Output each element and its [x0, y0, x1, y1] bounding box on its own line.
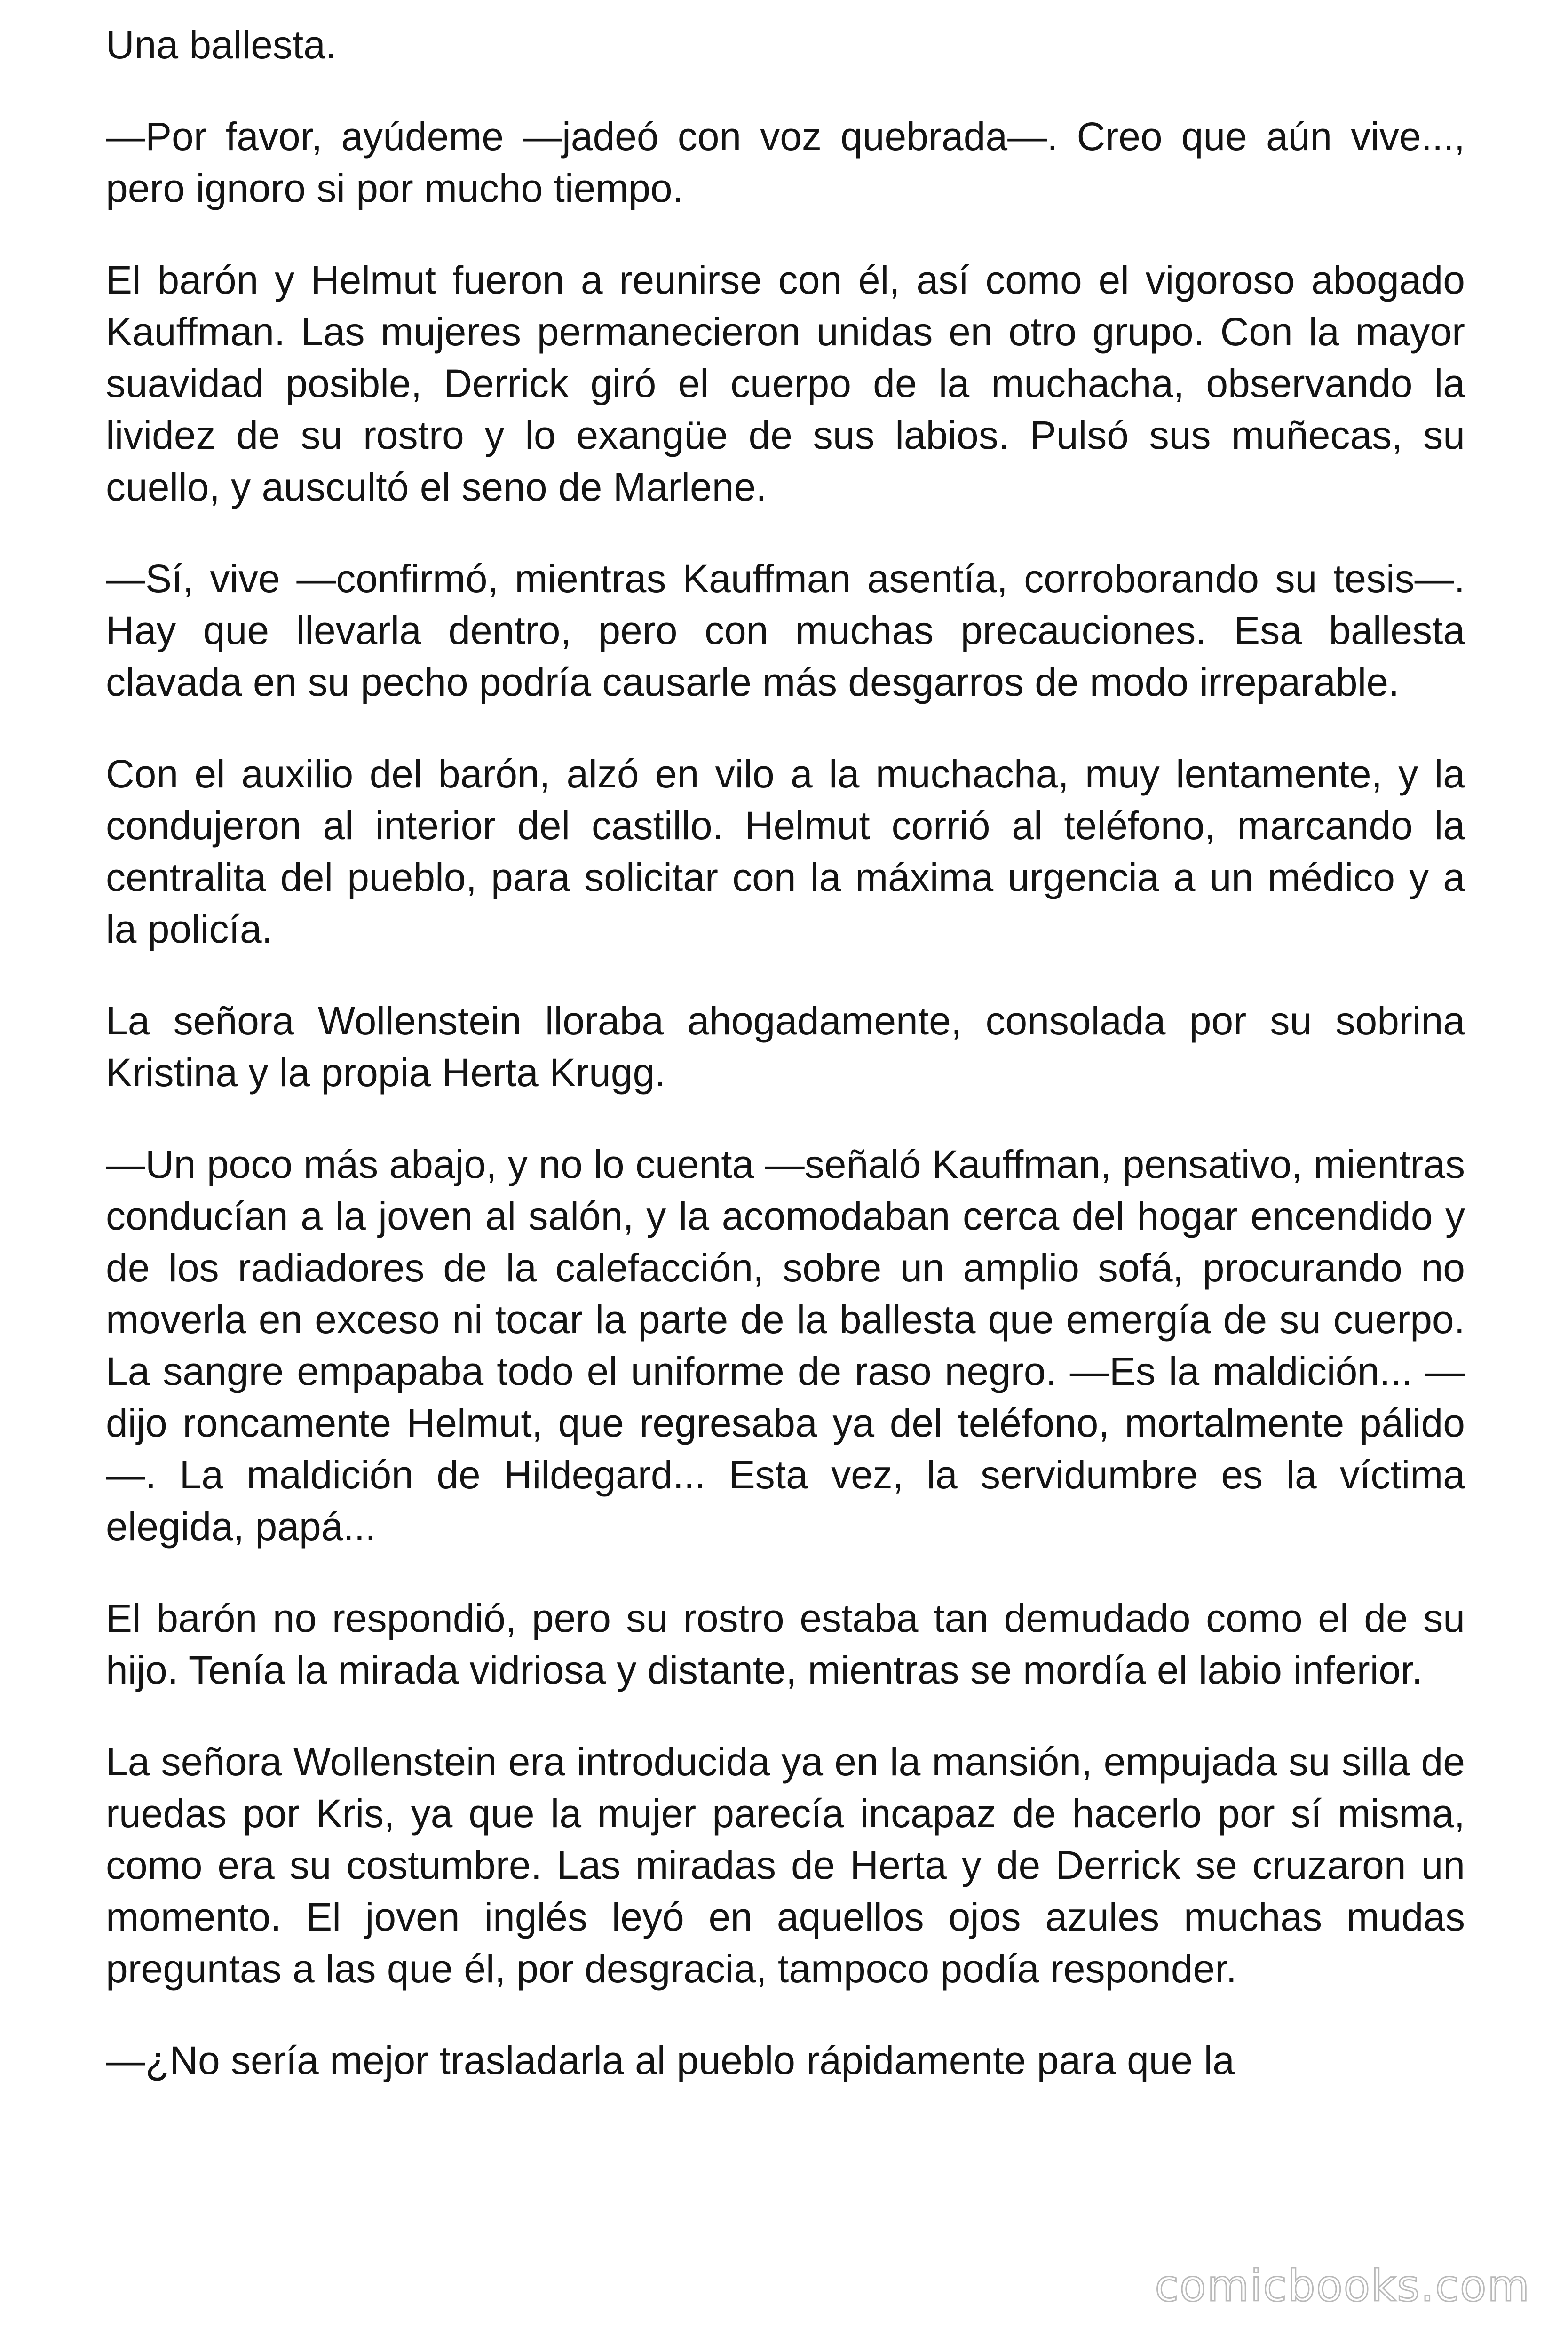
paragraph-4: —Sí, vive —confirmó, mientras Kauffman asentía, corroborando su tesis—. Hay que llevarla dentro, pero con muchas precauciones. Esa ballesta clavada en su pecho podría causarle más desgarros de modo irreparable.: [106, 556, 1465, 704]
paragraph-10: —¿No sería mejor trasladarla al pueblo rápidamente para que la: [106, 2038, 1235, 2082]
paragraph-3: El barón y Helmut fueron a reunirse con él, así como el vigoroso abogado Kauffman. Las mujeres permanecieron unidas en otro grupo. Con la mayor suavidad posible, Derrick giró el cuerpo de la muchacha, observando la lividez de su rostro y lo exangüe de sus labios. Pulsó sus muñecas, su cuello, y auscultó el seno de Marlene.: [106, 258, 1465, 509]
paragraph-9: La señora Wollenstein era introducida ya en la mansión, empujada su silla de ruedas por Kris, ya que la mujer parecía incapaz de hacerlo por sí misma, como era su costumbre. Las miradas de Herta y de Derrick se cruzaron un momento. El joven inglés leyó en aquellos ojos azules muchas mudas preguntas a las que él, por desgracia, tampoco podía responder.: [106, 1740, 1465, 1991]
paragraph-7: —Un poco más abajo, y no lo cuenta —señaló Kauffman, pensativo, mientras conducían a la joven al salón, y la acomodaban cerca del hogar encendido y de los radiadores de la calefacción, sobre un amplio sofá, procurando no moverla en exceso ni tocar la parte de la ballesta que emergía de su cuerpo. La sangre empapaba todo el uniforme de raso negro. —Es la maldición... —dijo roncamente Helmut, que regresaba ya del teléfono, mortalmente pálido—. La maldición de Hildegard... Esta vez, la servidumbre es la víctima elegida, papá...: [106, 1142, 1465, 1549]
paragraph-6: La señora Wollenstein lloraba ahogadamente, consolada por su sobrina Kristina y la propia Herta Krugg.: [106, 999, 1465, 1095]
watermark-logo: comicbooks.com: [1155, 2261, 1530, 2311]
paragraph-1: Una ballesta.: [106, 23, 337, 67]
paragraph-5: Con el auxilio del barón, alzó en vilo a la muchacha, muy lentamente, y la condujeron al interior del castillo. Helmut corrió al teléfono, marcando la centralita del pueblo, para solicitar con la máxima urgencia a un médico y a la policía.: [106, 752, 1465, 951]
paragraph-2: —Por favor, ayúdeme —jadeó con voz quebrada—. Creo que aún vive..., pero ignoro si por mucho tiempo.: [106, 114, 1465, 210]
paragraph-8: El barón no respondió, pero su rostro estaba tan demudado como el de su hijo. Tenía la mirada vidriosa y distante, mientras se mordía el labio inferior.: [106, 1596, 1465, 1692]
text-column: [106, 19, 1465, 2086]
